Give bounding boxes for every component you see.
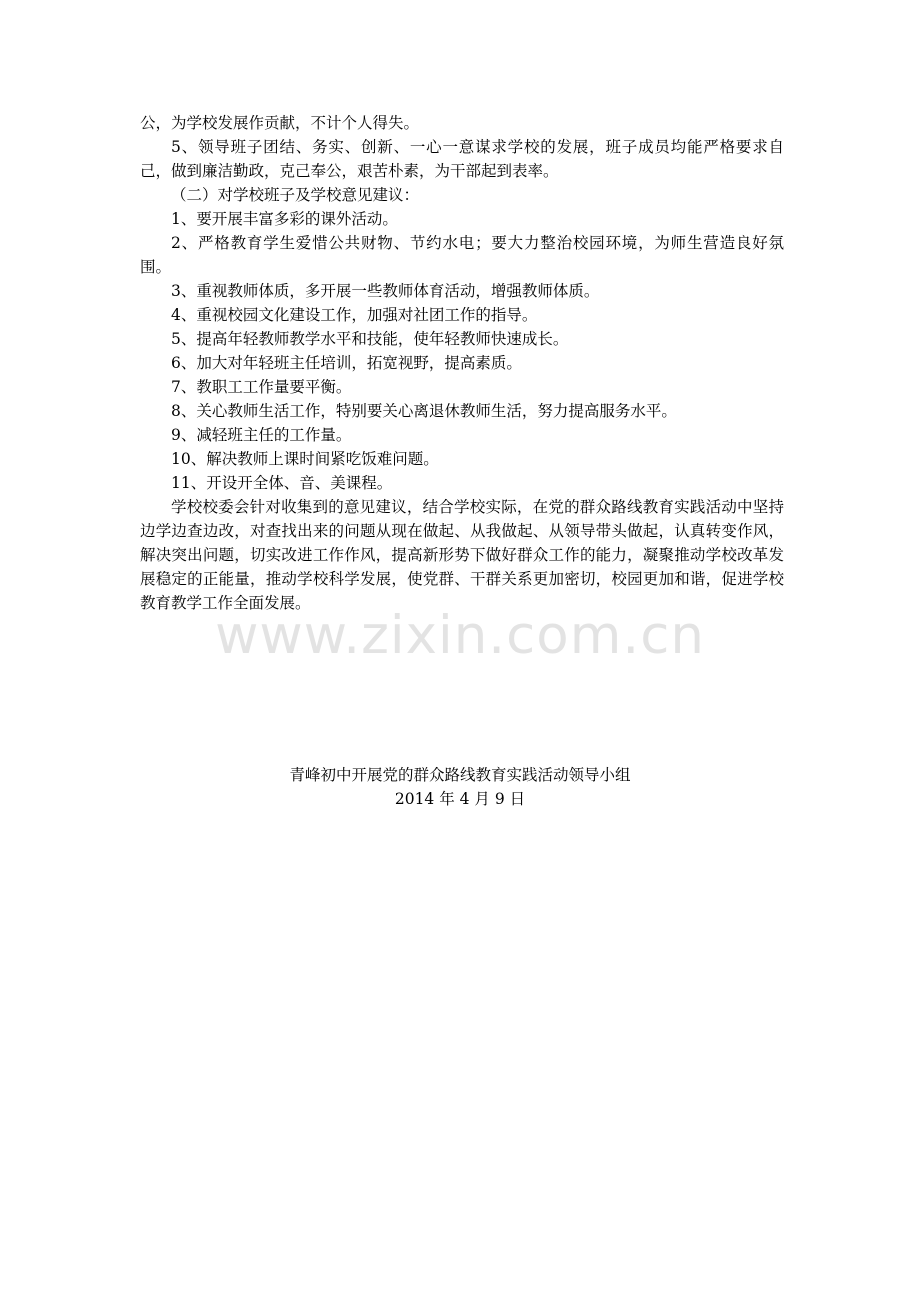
signature-block xyxy=(0,763,920,811)
signature-date: 2014 年 4 月 9 日 xyxy=(394,790,526,808)
signature-organization: 青峰初中开展党的群众路线教育实践活动领导小组 xyxy=(289,766,631,784)
paragraph: 5、提高年轻教师教学水平和技能，使年轻教师快速成长。 xyxy=(171,330,569,348)
document-body xyxy=(140,111,784,615)
paragraph: 1、要开展丰富多彩的课外活动。 xyxy=(171,210,398,228)
paragraph: 8、关心教师生活工作，特别要关心离退休教师生活，努力提高服务水平。 xyxy=(171,402,677,420)
paragraph: 公，为学校发展作贡献，不计个人得失。 xyxy=(140,114,420,132)
paragraph: 4、重视校园文化建设工作，加强对社团工作的指导。 xyxy=(171,306,538,324)
watermark: www.zixin.com.cn xyxy=(215,605,705,666)
paragraph: 6、加大对年轻班主任培训，拓宽视野，提高素质。 xyxy=(171,354,522,372)
paragraph: 7、教职工工作量要平衡。 xyxy=(171,378,352,396)
paragraph: 学校校委会针对收集到的意见建议，结合学校实际，在党的群众路线教育实践活动中坚持边学边查边改，对查找出来的问题从现在做起、从我做起、从领导带头做起，认真转变作风，解决突出问题，切实改进工作作风，提高新形势下做好群众工作的能力，凝聚推动学校改革发展稳定的正能量，推动学校科学发展，使党群、干群关系更加密切，校园更加和谐，促进学校教育教学工作全面发展。 xyxy=(140,498,784,612)
paragraph: 11、开设开全体、音、美课程。 xyxy=(171,474,393,492)
paragraph: （二）对学校班子及学校意见建议： xyxy=(171,186,420,204)
paragraph: 3、重视教师体质，多开展一些教师体育活动，增强教师体质。 xyxy=(171,282,600,300)
paragraph: 2、严格教育学生爱惜公共财物、节约水电；要大力整治校园环境，为师生营造良好氛围。 xyxy=(140,234,784,276)
paragraph: 10、解决教师上课时间紧吃饭难问题。 xyxy=(171,450,439,468)
paragraph: 9、减轻班主任的工作量。 xyxy=(171,426,352,444)
paragraph: 5、领导班子团结、务实、创新、一心一意谋求学校的发展，班子成员均能严格要求自己，做到廉洁勤政，克己奉公，艰苦朴素，为干部起到表率。 xyxy=(140,138,784,180)
